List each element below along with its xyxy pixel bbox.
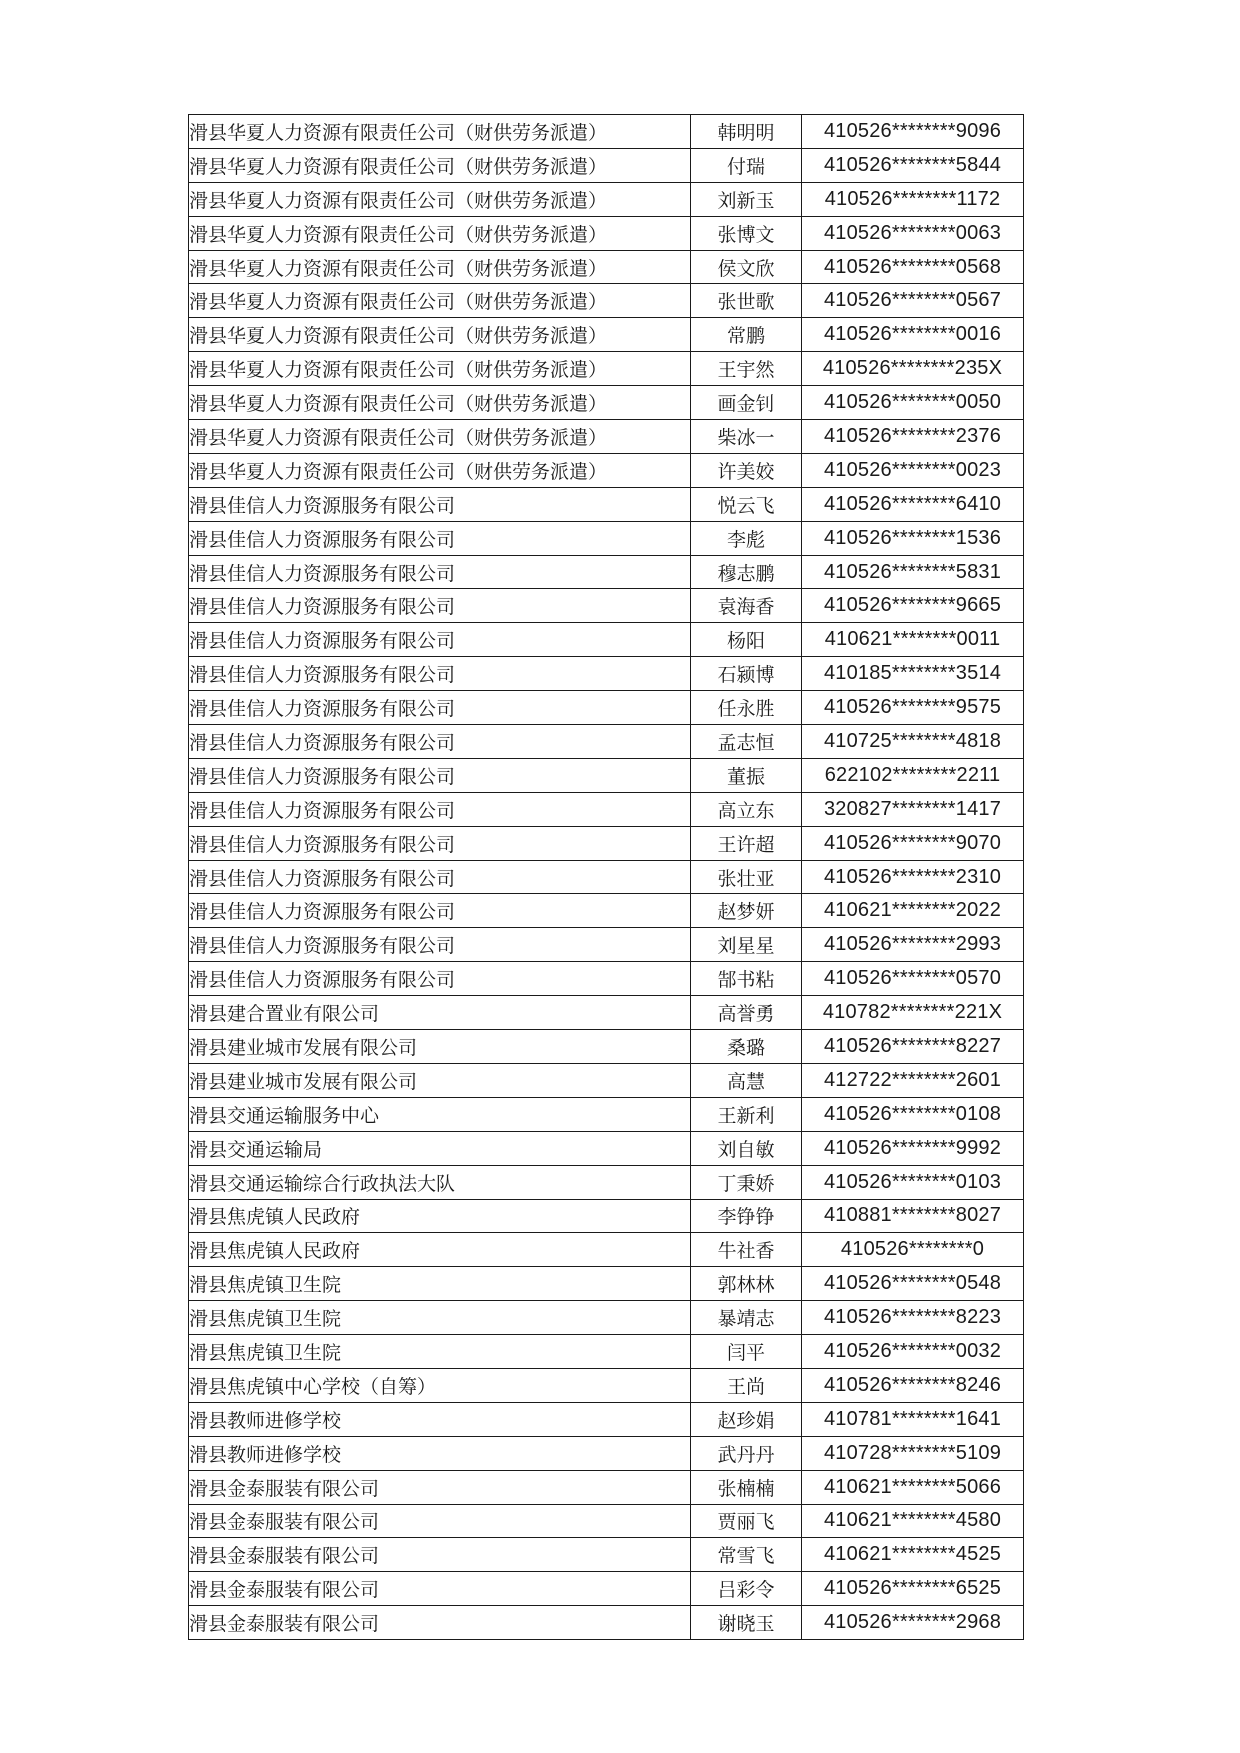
- id-number-cell: 410526********2376: [802, 420, 1024, 454]
- table-row: [189, 725, 1024, 759]
- table-row: [189, 1402, 1024, 1436]
- table-row: [189, 487, 1024, 521]
- id-number-cell: 410881********8027: [802, 1199, 1024, 1233]
- name-cell: 王宇然: [691, 352, 802, 386]
- id-number-cell: 412722********2601: [802, 1063, 1024, 1097]
- table-row: [189, 148, 1024, 182]
- table-row: [189, 1368, 1024, 1402]
- id-number-cell: 410526********8223: [802, 1301, 1024, 1335]
- id-number-cell: 410526********8246: [802, 1368, 1024, 1402]
- id-number-cell: 410526********1172: [802, 182, 1024, 216]
- id-number-cell: 410526********2968: [802, 1606, 1024, 1640]
- name-cell: 常鹏: [691, 318, 802, 352]
- id-number-cell: 410526********0570: [802, 962, 1024, 996]
- name-cell: 王许超: [691, 826, 802, 860]
- name-cell: 董振: [691, 758, 802, 792]
- name-cell: 张博文: [691, 216, 802, 250]
- name-cell: 悦云飞: [691, 487, 802, 521]
- table-row: [189, 318, 1024, 352]
- id-number-cell: 410526********9070: [802, 826, 1024, 860]
- name-cell: 暴靖志: [691, 1301, 802, 1335]
- id-number-cell: 410526********0063: [802, 216, 1024, 250]
- roster-table-body: [189, 115, 1024, 1640]
- id-number-cell: 410526********9665: [802, 589, 1024, 623]
- id-number-cell: 410526********6525: [802, 1572, 1024, 1606]
- unit-cell: 滑县焦虎镇人民政府: [189, 1199, 691, 1233]
- id-number-cell: 410526********6410: [802, 487, 1024, 521]
- unit-cell: 滑县佳信人力资源服务有限公司: [189, 623, 691, 657]
- table-row: [189, 284, 1024, 318]
- unit-cell: 滑县佳信人力资源服务有限公司: [189, 894, 691, 928]
- id-number-cell: 410782********221X: [802, 996, 1024, 1030]
- name-cell: 吕彩令: [691, 1572, 802, 1606]
- unit-cell: 滑县建业城市发展有限公司: [189, 1030, 691, 1064]
- unit-cell: 滑县焦虎镇卫生院: [189, 1335, 691, 1369]
- name-cell: 丁秉娇: [691, 1165, 802, 1199]
- id-number-cell: 410526********0548: [802, 1267, 1024, 1301]
- name-cell: 高立东: [691, 792, 802, 826]
- id-number-cell: 410526********9096: [802, 115, 1024, 149]
- name-cell: 袁海香: [691, 589, 802, 623]
- table-row: [189, 352, 1024, 386]
- table-row: [189, 1199, 1024, 1233]
- unit-cell: 滑县教师进修学校: [189, 1402, 691, 1436]
- unit-cell: 滑县建业城市发展有限公司: [189, 1063, 691, 1097]
- table-row: [189, 962, 1024, 996]
- unit-cell: 滑县佳信人力资源服务有限公司: [189, 555, 691, 589]
- unit-cell: 滑县交通运输服务中心: [189, 1097, 691, 1131]
- unit-cell: 滑县华夏人力资源有限责任公司（财供劳务派遣）: [189, 453, 691, 487]
- unit-cell: 滑县焦虎镇卫生院: [189, 1267, 691, 1301]
- id-number-cell: 410526********1536: [802, 521, 1024, 555]
- id-number-cell: 320827********1417: [802, 792, 1024, 826]
- id-number-cell: 410526********9992: [802, 1131, 1024, 1165]
- id-number-cell: 410526********0050: [802, 386, 1024, 420]
- unit-cell: 滑县华夏人力资源有限责任公司（财供劳务派遣）: [189, 318, 691, 352]
- table-row: [189, 657, 1024, 691]
- id-number-cell: 410185********3514: [802, 657, 1024, 691]
- table-row: [189, 589, 1024, 623]
- table-row: [189, 623, 1024, 657]
- unit-cell: 滑县交通运输综合行政执法大队: [189, 1165, 691, 1199]
- name-cell: 闫平: [691, 1335, 802, 1369]
- id-number-cell: 410526********8227: [802, 1030, 1024, 1064]
- id-number-cell: 410526********235X: [802, 352, 1024, 386]
- table-row: [189, 691, 1024, 725]
- table-row: [189, 1131, 1024, 1165]
- unit-cell: 滑县交通运输局: [189, 1131, 691, 1165]
- id-number-cell: 410526********0567: [802, 284, 1024, 318]
- id-number-cell: 622102********2211: [802, 758, 1024, 792]
- name-cell: 高慧: [691, 1063, 802, 1097]
- table-row: [189, 1233, 1024, 1267]
- name-cell: 武丹丹: [691, 1436, 802, 1470]
- unit-cell: 滑县华夏人力资源有限责任公司（财供劳务派遣）: [189, 148, 691, 182]
- name-cell: 牛社香: [691, 1233, 802, 1267]
- name-cell: 桑璐: [691, 1030, 802, 1064]
- table-row: [189, 115, 1024, 149]
- name-cell: 常雪飞: [691, 1538, 802, 1572]
- unit-cell: 滑县焦虎镇中心学校（自筹）: [189, 1368, 691, 1402]
- name-cell: 郜书粘: [691, 962, 802, 996]
- unit-cell: 滑县华夏人力资源有限责任公司（财供劳务派遣）: [189, 250, 691, 284]
- name-cell: 孟志恒: [691, 725, 802, 759]
- id-number-cell: 410621********0011: [802, 623, 1024, 657]
- name-cell: 赵梦妍: [691, 894, 802, 928]
- name-cell: 任永胜: [691, 691, 802, 725]
- name-cell: 张壮亚: [691, 860, 802, 894]
- table-row: [189, 1030, 1024, 1064]
- id-number-cell: 410526********9575: [802, 691, 1024, 725]
- name-cell: 郭林林: [691, 1267, 802, 1301]
- table-row: [189, 860, 1024, 894]
- unit-cell: 滑县教师进修学校: [189, 1436, 691, 1470]
- name-cell: 侯文欣: [691, 250, 802, 284]
- name-cell: 王尚: [691, 1368, 802, 1402]
- unit-cell: 滑县华夏人力资源有限责任公司（财供劳务派遣）: [189, 115, 691, 149]
- unit-cell: 滑县华夏人力资源有限责任公司（财供劳务派遣）: [189, 216, 691, 250]
- name-cell: 许美姣: [691, 453, 802, 487]
- id-number-cell: 410526********5844: [802, 148, 1024, 182]
- id-number-cell: 410526********2993: [802, 928, 1024, 962]
- unit-cell: 滑县建合置业有限公司: [189, 996, 691, 1030]
- table-row: [189, 894, 1024, 928]
- unit-cell: 滑县焦虎镇人民政府: [189, 1233, 691, 1267]
- table-row: [189, 1097, 1024, 1131]
- unit-cell: 滑县华夏人力资源有限责任公司（财供劳务派遣）: [189, 386, 691, 420]
- unit-cell: 滑县佳信人力资源服务有限公司: [189, 589, 691, 623]
- table-row: [189, 928, 1024, 962]
- unit-cell: 滑县华夏人力资源有限责任公司（财供劳务派遣）: [189, 182, 691, 216]
- unit-cell: 滑县佳信人力资源服务有限公司: [189, 826, 691, 860]
- unit-cell: 滑县佳信人力资源服务有限公司: [189, 758, 691, 792]
- unit-cell: 滑县金泰服装有限公司: [189, 1606, 691, 1640]
- table-row: [189, 1436, 1024, 1470]
- table-row: [189, 453, 1024, 487]
- table-row: [189, 1538, 1024, 1572]
- id-number-cell: 410526********0108: [802, 1097, 1024, 1131]
- unit-cell: 滑县金泰服装有限公司: [189, 1538, 691, 1572]
- id-number-cell: 410526********0023: [802, 453, 1024, 487]
- table-row: [189, 758, 1024, 792]
- unit-cell: 滑县金泰服装有限公司: [189, 1470, 691, 1504]
- name-cell: 张世歌: [691, 284, 802, 318]
- unit-cell: 滑县佳信人力资源服务有限公司: [189, 962, 691, 996]
- table-row: [189, 1063, 1024, 1097]
- id-number-cell: 410621********4580: [802, 1504, 1024, 1538]
- roster-table: [188, 114, 1024, 1640]
- name-cell: 谢晓玉: [691, 1606, 802, 1640]
- table-row: [189, 250, 1024, 284]
- name-cell: 刘星星: [691, 928, 802, 962]
- name-cell: 刘自敏: [691, 1131, 802, 1165]
- unit-cell: 滑县佳信人力资源服务有限公司: [189, 860, 691, 894]
- name-cell: 赵珍娟: [691, 1402, 802, 1436]
- name-cell: 李铮铮: [691, 1199, 802, 1233]
- table-row: [189, 1335, 1024, 1369]
- table-row: [189, 1504, 1024, 1538]
- name-cell: 画金钊: [691, 386, 802, 420]
- id-number-cell: 410621********2022: [802, 894, 1024, 928]
- unit-cell: 滑县佳信人力资源服务有限公司: [189, 487, 691, 521]
- table-row: [189, 182, 1024, 216]
- name-cell: 高誉勇: [691, 996, 802, 1030]
- table-row: [189, 792, 1024, 826]
- name-cell: 李彪: [691, 521, 802, 555]
- id-number-cell: 410728********5109: [802, 1436, 1024, 1470]
- table-row: [189, 521, 1024, 555]
- id-number-cell: 410781********1641: [802, 1402, 1024, 1436]
- id-number-cell: 410526********0: [802, 1233, 1024, 1267]
- unit-cell: 滑县金泰服装有限公司: [189, 1572, 691, 1606]
- unit-cell: 滑县佳信人力资源服务有限公司: [189, 792, 691, 826]
- name-cell: 付瑞: [691, 148, 802, 182]
- id-number-cell: 410526********5831: [802, 555, 1024, 589]
- unit-cell: 滑县佳信人力资源服务有限公司: [189, 691, 691, 725]
- id-number-cell: 410526********0016: [802, 318, 1024, 352]
- id-number-cell: 410621********4525: [802, 1538, 1024, 1572]
- id-number-cell: 410526********0568: [802, 250, 1024, 284]
- table-row: [189, 1267, 1024, 1301]
- id-number-cell: 410526********0032: [802, 1335, 1024, 1369]
- name-cell: 杨阳: [691, 623, 802, 657]
- unit-cell: 滑县佳信人力资源服务有限公司: [189, 521, 691, 555]
- table-row: [189, 1301, 1024, 1335]
- name-cell: 韩明明: [691, 115, 802, 149]
- unit-cell: 滑县佳信人力资源服务有限公司: [189, 725, 691, 759]
- name-cell: 王新利: [691, 1097, 802, 1131]
- unit-cell: 滑县金泰服装有限公司: [189, 1504, 691, 1538]
- table-row: [189, 1165, 1024, 1199]
- id-number-cell: 410526********2310: [802, 860, 1024, 894]
- table-row: [189, 1470, 1024, 1504]
- table-row: [189, 996, 1024, 1030]
- table-row: [189, 216, 1024, 250]
- table-row: [189, 420, 1024, 454]
- unit-cell: 滑县华夏人力资源有限责任公司（财供劳务派遣）: [189, 420, 691, 454]
- unit-cell: 滑县佳信人力资源服务有限公司: [189, 657, 691, 691]
- id-number-cell: 410621********5066: [802, 1470, 1024, 1504]
- unit-cell: 滑县华夏人力资源有限责任公司（财供劳务派遣）: [189, 284, 691, 318]
- name-cell: 石颍博: [691, 657, 802, 691]
- table-row: [189, 826, 1024, 860]
- name-cell: 穆志鹏: [691, 555, 802, 589]
- name-cell: 贾丽飞: [691, 1504, 802, 1538]
- unit-cell: 滑县焦虎镇卫生院: [189, 1301, 691, 1335]
- id-number-cell: 410725********4818: [802, 725, 1024, 759]
- id-number-cell: 410526********0103: [802, 1165, 1024, 1199]
- table-row: [189, 1606, 1024, 1640]
- name-cell: 柴冰一: [691, 420, 802, 454]
- name-cell: 张楠楠: [691, 1470, 802, 1504]
- unit-cell: 滑县华夏人力资源有限责任公司（财供劳务派遣）: [189, 352, 691, 386]
- table-row: [189, 1572, 1024, 1606]
- unit-cell: 滑县佳信人力资源服务有限公司: [189, 928, 691, 962]
- table-row: [189, 386, 1024, 420]
- table-row: [189, 555, 1024, 589]
- name-cell: 刘新玉: [691, 182, 802, 216]
